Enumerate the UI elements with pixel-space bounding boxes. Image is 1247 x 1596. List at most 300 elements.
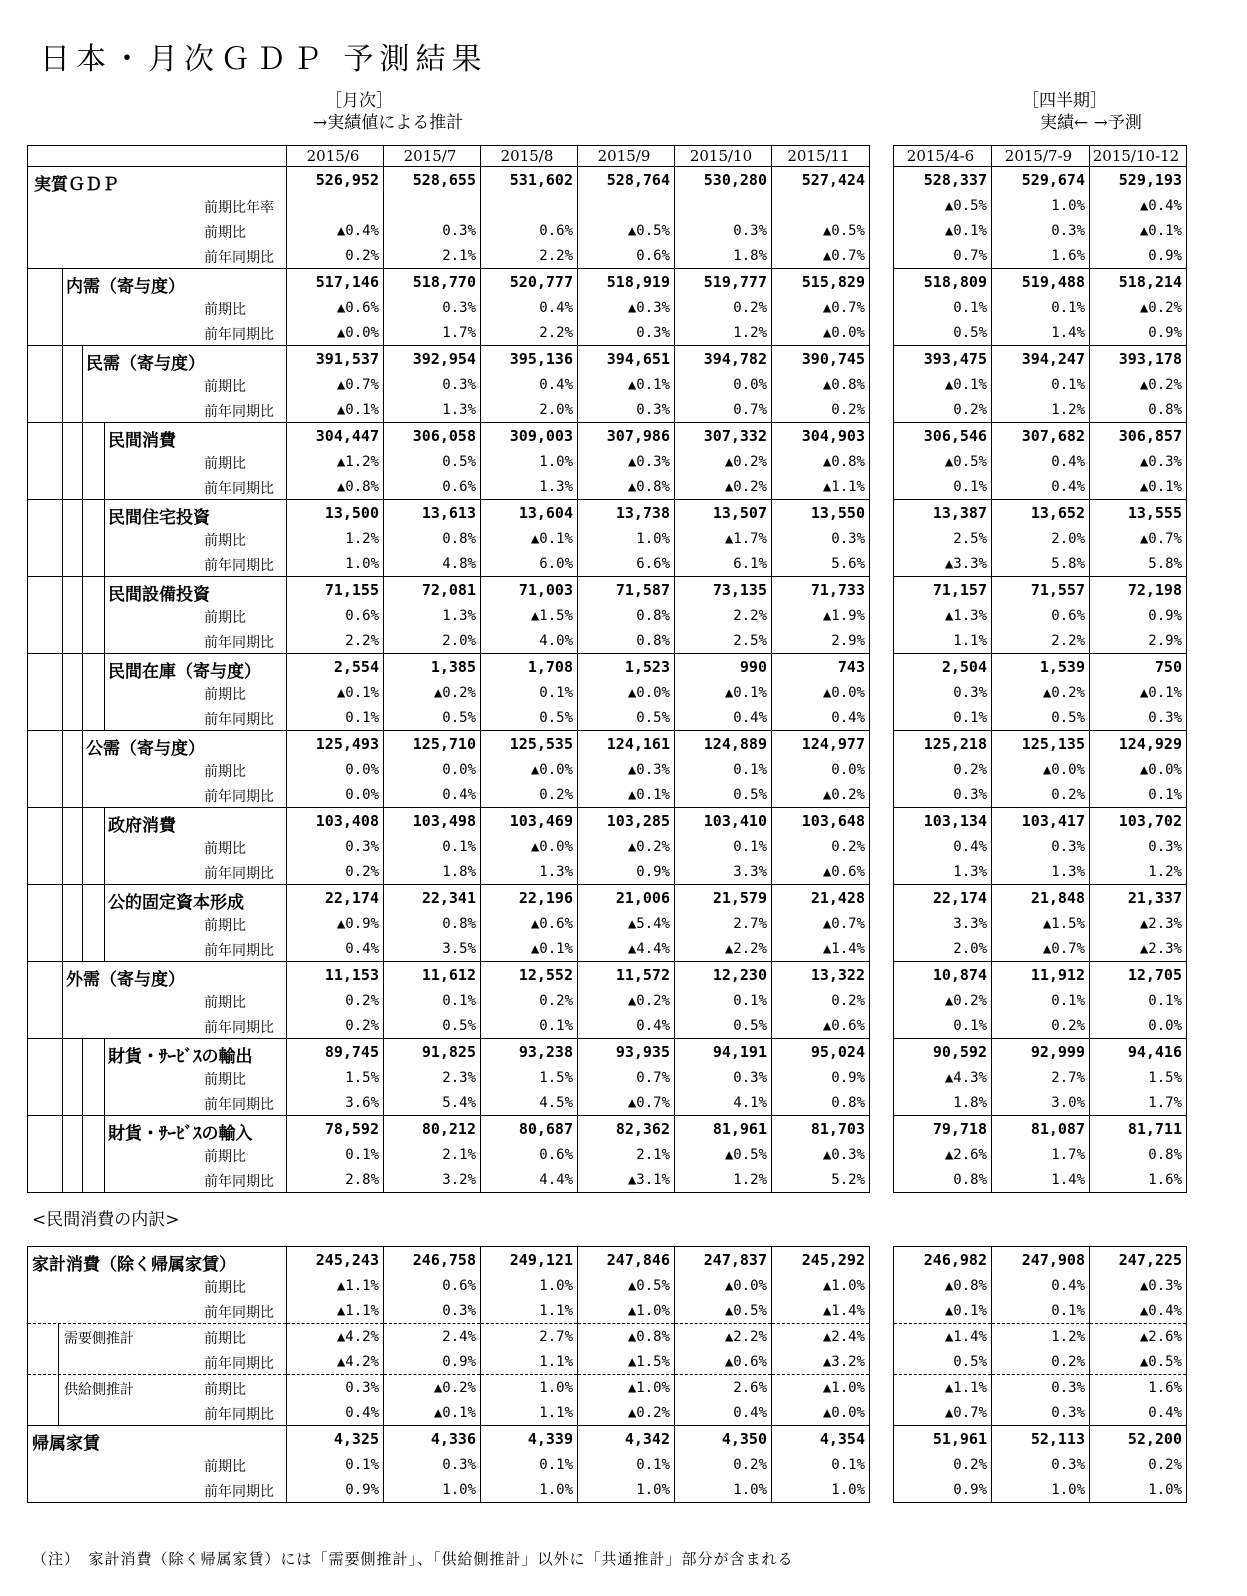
monthly-value: 391,537 (287, 346, 384, 373)
monthly-value: 82,362 (578, 1116, 675, 1143)
quarterly-value: 124,929 (1090, 731, 1187, 758)
monthly-value: 0.2% (481, 988, 578, 1013)
quarterly-value: ▲0.3% (1090, 449, 1187, 474)
table-row-sub (28, 1090, 1187, 1116)
monthly-note: →実績値による推計 (313, 113, 464, 133)
indent-guide (82, 911, 83, 936)
monthly-value: 1.0% (578, 1477, 675, 1503)
quarterly-value: 393,178 (1090, 346, 1187, 373)
quarterly-value: 529,193 (1090, 167, 1187, 194)
row-sub-label: 前期比年率 (204, 200, 274, 216)
table-row-sub (28, 1167, 1187, 1193)
monthly-value: 307,332 (675, 423, 772, 450)
column-gap (870, 218, 894, 243)
indent-guide (62, 757, 63, 782)
monthly-value: 0.3% (772, 526, 870, 551)
row-label-cell (28, 243, 287, 269)
table-row-sub (28, 603, 1187, 628)
row-sub-label: 前年同期比 (204, 481, 274, 497)
column-gap (870, 500, 894, 527)
row-sub-label: 前年同期比 (204, 1484, 274, 1500)
row-label: 民間在庫（寄与度） (108, 662, 261, 680)
monthly-value: 1.1% (481, 1349, 578, 1375)
indent-guide (82, 859, 83, 884)
quarterly-value: 0.0% (1090, 1013, 1187, 1039)
monthly-value: 103,285 (578, 808, 675, 835)
indent-guide (62, 372, 63, 397)
quarterly-value: 90,592 (894, 1039, 992, 1066)
monthly-value: 0.4% (675, 705, 772, 731)
indent-guide (104, 885, 105, 911)
quarterly-value: 2.0% (992, 526, 1090, 551)
quarterly-value: ▲1.1% (894, 1375, 992, 1401)
monthly-value: 0.0% (287, 757, 384, 782)
quarterly-value: ▲0.0% (992, 757, 1090, 782)
monthly-value: 0.2% (772, 988, 870, 1013)
quarterly-value: 0.1% (992, 988, 1090, 1013)
quarterly-value: 246,982 (894, 1247, 992, 1274)
monthly-value: 1.0% (481, 1477, 578, 1503)
monthly-value: 0.4% (287, 1400, 384, 1426)
row-label-cell (28, 269, 287, 296)
indent-guide (82, 551, 83, 576)
monthly-value: ▲0.6% (772, 1013, 870, 1039)
indent-guide (104, 474, 105, 499)
monthly-value: 519,777 (675, 269, 772, 296)
row-label-cell (28, 526, 287, 551)
monthly-value: 0.1% (675, 988, 772, 1013)
monthly-value: 520,777 (481, 269, 578, 296)
monthly-value: 394,651 (578, 346, 675, 373)
indent-guide (104, 628, 105, 653)
monthly-value: 12,552 (481, 962, 578, 989)
indent-guide (82, 1090, 83, 1115)
monthly-value: 1,708 (481, 654, 578, 681)
monthly-value: ▲0.6% (287, 295, 384, 320)
quarterly-value: 0.1% (992, 295, 1090, 320)
quarterly-value: 529,674 (992, 167, 1090, 194)
monthly-value: 89,745 (287, 1039, 384, 1066)
monthly-value: 125,493 (287, 731, 384, 758)
quarterly-value: 1.4% (992, 320, 1090, 346)
quarterly-value: 0.2% (992, 782, 1090, 808)
indent-guide (62, 936, 63, 961)
indent-guide (82, 885, 83, 911)
monthly-value: 13,738 (578, 500, 675, 527)
indent-guide (62, 269, 63, 295)
quarterly-value: 307,682 (992, 423, 1090, 450)
monthly-value: 1.5% (481, 1065, 578, 1090)
row-label-cell (28, 603, 287, 628)
table-row-sub (28, 859, 1187, 885)
quarterly-value: 0.2% (894, 757, 992, 782)
row-label-cell (28, 167, 287, 194)
monthly-value: 304,447 (287, 423, 384, 450)
monthly-value: 72,081 (384, 577, 481, 604)
indent-guide (82, 474, 83, 499)
monthly-value: ▲0.6% (481, 911, 578, 936)
monthly-value: 13,613 (384, 500, 481, 527)
row-sub-label: 前年同期比 (204, 943, 274, 959)
quarterly-value: 0.5% (894, 320, 992, 346)
monthly-value: 0.5% (481, 705, 578, 731)
monthly-value: 2.2% (675, 603, 772, 628)
row-sub-label: 前年同期比 (204, 558, 274, 574)
monthly-value: 2.5% (675, 628, 772, 654)
row-sub-label: 前年同期比 (204, 789, 274, 805)
monthly-value: 1.2% (287, 526, 384, 551)
quarterly-value: 0.9% (1090, 320, 1187, 346)
column-gap (870, 911, 894, 936)
column-header: 2015/9 (578, 146, 675, 167)
indent-guide (62, 911, 63, 936)
monthly-value: 71,155 (287, 577, 384, 604)
quarterly-value: 0.1% (992, 372, 1090, 397)
quarterly-value: ▲0.7% (992, 936, 1090, 962)
monthly-value: 0.9% (287, 1477, 384, 1503)
row-label: 家計消費（除く帰属家賃） (32, 1255, 236, 1273)
quarterly-value: 1.3% (992, 859, 1090, 885)
monthly-value: ▲0.5% (578, 218, 675, 243)
indent-guide (104, 808, 105, 834)
monthly-value: 0.1% (384, 834, 481, 859)
monthly-value: ▲1.2% (287, 449, 384, 474)
quarterly-value: 13,652 (992, 500, 1090, 527)
monthly-value: 0.5% (578, 705, 675, 731)
monthly-value: 1.0% (772, 1477, 870, 1503)
quarterly-value: ▲1.4% (894, 1324, 992, 1350)
table-row-sub (28, 911, 1187, 936)
monthly-value: 1.0% (675, 1477, 772, 1503)
column-gap (870, 1039, 894, 1066)
row-label: 外需（寄与度） (66, 970, 185, 988)
monthly-value: 307,986 (578, 423, 675, 450)
quarterly-value: 52,200 (1090, 1426, 1187, 1453)
monthly-value: 6.0% (481, 551, 578, 577)
monthly-value: 103,648 (772, 808, 870, 835)
monthly-value: 103,408 (287, 808, 384, 835)
row-label-cell (28, 859, 287, 885)
table-row-sub (28, 628, 1187, 654)
monthly-value: ▲1.0% (578, 1298, 675, 1324)
monthly-value: 0.4% (675, 1400, 772, 1426)
indent-guide (82, 449, 83, 474)
monthly-value: 518,770 (384, 269, 481, 296)
row-sub-label: 前年同期比 (204, 635, 274, 651)
table-row-sub (28, 449, 1187, 474)
quarterly-value: 0.4% (992, 449, 1090, 474)
quarterly-value: 0.3% (992, 1400, 1090, 1426)
indent-guide (104, 1116, 105, 1142)
monthly-value: ▲0.0% (481, 834, 578, 859)
monthly-value: 22,174 (287, 885, 384, 912)
monthly-value: 5.6% (772, 551, 870, 577)
monthly-value: 395,136 (481, 346, 578, 373)
monthly-value: 0.2% (772, 834, 870, 859)
monthly-value: 527,424 (772, 167, 870, 194)
column-gap (870, 1452, 894, 1477)
indent-guide (82, 397, 83, 422)
indent-guide (82, 526, 83, 551)
indent-guide (82, 372, 83, 397)
quarterly-value: 92,999 (992, 1039, 1090, 1066)
monthly-value: 4.4% (481, 1167, 578, 1193)
monthly-value: ▲0.0% (772, 320, 870, 346)
row-label-cell (28, 1400, 287, 1426)
monthly-value: 0.4% (578, 1013, 675, 1039)
monthly-value: 2.7% (675, 911, 772, 936)
table-row-sub (28, 551, 1187, 577)
estimate-group-label: 需要側推計 (64, 1331, 134, 1347)
row-sub-label: 前期比 (204, 995, 246, 1011)
quarterly-value: 0.3% (1090, 834, 1187, 859)
table-row-sub (28, 834, 1187, 859)
quarterly-value: ▲0.5% (894, 193, 992, 218)
monthly-value: 3.3% (675, 859, 772, 885)
table-row-sub (28, 1375, 1187, 1401)
column-gap (870, 346, 894, 373)
monthly-value (384, 193, 481, 218)
page-title: 日本・月次ＧＤＰ 予測結果 (40, 42, 488, 77)
table-row-sub (28, 243, 1187, 269)
quarterly-value: 0.2% (992, 1013, 1090, 1039)
quarterly-value: 394,247 (992, 346, 1090, 373)
monthly-value: 2.1% (384, 1142, 481, 1167)
column-gap (870, 1426, 894, 1453)
quarterly-value: 528,337 (894, 167, 992, 194)
quarterly-value: ▲1.3% (894, 603, 992, 628)
monthly-value: 71,587 (578, 577, 675, 604)
monthly-value: 94,191 (675, 1039, 772, 1066)
monthly-value: 4.5% (481, 1090, 578, 1116)
monthly-value: ▲0.3% (578, 295, 675, 320)
indent-guide (104, 1090, 105, 1115)
monthly-value: ▲0.9% (287, 911, 384, 936)
quarterly-value: 13,387 (894, 500, 992, 527)
monthly-value: 304,903 (772, 423, 870, 450)
quarterly-value: 5.8% (992, 551, 1090, 577)
column-gap (870, 269, 894, 296)
monthly-value: 2.6% (675, 1375, 772, 1401)
monthly-value: 0.8% (384, 526, 481, 551)
row-label: 民間住宅投資 (108, 508, 210, 526)
monthly-value: ▲0.7% (287, 372, 384, 397)
quarterly-value: 393,475 (894, 346, 992, 373)
monthly-value: ▲0.0% (772, 1400, 870, 1426)
monthly-value: 0.6% (481, 218, 578, 243)
quarterly-value: 0.8% (894, 1167, 992, 1193)
quarterly-value: 1.8% (894, 1090, 992, 1116)
indent-guide (82, 346, 83, 372)
monthly-value: 306,058 (384, 423, 481, 450)
table-row-main (28, 167, 1187, 194)
row-label-cell (28, 1116, 287, 1143)
row-label-cell (28, 988, 287, 1013)
row-label-cell (28, 936, 287, 962)
monthly-value: ▲1.0% (772, 1375, 870, 1401)
quarterly-value: ▲0.2% (894, 988, 992, 1013)
quarterly-value: ▲2.3% (1090, 936, 1187, 962)
indent-guide (62, 526, 63, 551)
monthly-value: 0.6% (287, 603, 384, 628)
column-gap (870, 243, 894, 269)
column-gap (870, 577, 894, 604)
row-sub-label: 前期比 (204, 687, 246, 703)
row-label-cell (28, 1298, 287, 1324)
column-gap (870, 782, 894, 808)
monthly-value: 0.1% (384, 988, 481, 1013)
monthly-value: ▲0.7% (772, 243, 870, 269)
indent-guide (104, 551, 105, 576)
indent-guide (104, 577, 105, 603)
monthly-value: 21,006 (578, 885, 675, 912)
indent-guide (62, 1116, 63, 1142)
row-sub-label: 前年同期比 (204, 404, 274, 420)
quarterly-value: 1.2% (992, 397, 1090, 423)
indent-guide (104, 936, 105, 961)
monthly-value: ▲0.0% (675, 1273, 772, 1298)
monthly-value: 0.3% (578, 397, 675, 423)
table-row-sub (28, 988, 1187, 1013)
row-sub-label: 前年同期比 (204, 1097, 274, 1113)
column-header: 2015/7-9 (992, 146, 1090, 167)
monthly-value (772, 193, 870, 218)
monthly-value: ▲3.1% (578, 1167, 675, 1193)
quarterly-value: 2.7% (992, 1065, 1090, 1090)
column-gap (870, 603, 894, 628)
monthly-value: 0.3% (675, 1065, 772, 1090)
monthly-value: 0.7% (675, 397, 772, 423)
row-label-cell (28, 474, 287, 500)
row-label-cell (28, 757, 287, 782)
monthly-value: 2.0% (384, 628, 481, 654)
quarterly-value: 10,874 (894, 962, 992, 989)
breakdown-title: <民間消費の内訳> (32, 1210, 180, 1230)
monthly-value: ▲4.2% (287, 1349, 384, 1375)
quarterly-value: 1.4% (992, 1167, 1090, 1193)
monthly-value: ▲1.4% (772, 936, 870, 962)
quarterly-value: ▲0.1% (894, 218, 992, 243)
footnote: （注） 家計消費（除く帰属家賃）には「需要側推計」、「供給側推計」以外に「共通推計」部分が含まれる (32, 1550, 794, 1568)
table-row-sub (28, 397, 1187, 423)
indent-guide (58, 1349, 59, 1374)
quarterly-value: 79,718 (894, 1116, 992, 1143)
row-label-cell (28, 885, 287, 912)
monthly-value: ▲0.1% (481, 936, 578, 962)
monthly-value: 0.3% (578, 320, 675, 346)
monthly-value: ▲0.2% (675, 474, 772, 500)
monthly-value: 530,280 (675, 167, 772, 194)
row-label-cell (28, 808, 287, 835)
monthly-value: 0.0% (384, 757, 481, 782)
quarterly-value: 306,546 (894, 423, 992, 450)
monthly-value: 1.3% (384, 397, 481, 423)
table-row-sub (28, 1324, 1187, 1350)
quarterly-value: 1.7% (1090, 1090, 1187, 1116)
column-gap (870, 936, 894, 962)
table-row-main (28, 577, 1187, 604)
quarterly-value: 1.2% (1090, 859, 1187, 885)
monthly-value: 0.2% (287, 243, 384, 269)
row-label-cell (28, 628, 287, 654)
quarterly-value: 81,711 (1090, 1116, 1187, 1143)
quarterly-value: 1.0% (1090, 1477, 1187, 1503)
monthly-value: 0.8% (772, 1090, 870, 1116)
monthly-value: 743 (772, 654, 870, 681)
monthly-value: 0.3% (287, 1375, 384, 1401)
monthly-value: ▲0.3% (578, 757, 675, 782)
quarterly-value: 11,912 (992, 962, 1090, 989)
column-gap (870, 1298, 894, 1324)
indent-guide (104, 1142, 105, 1167)
monthly-value: 0.3% (384, 372, 481, 397)
monthly-value: 4,325 (287, 1426, 384, 1453)
monthly-value: ▲1.5% (578, 1349, 675, 1375)
monthly-value: ▲0.1% (287, 397, 384, 423)
indent-guide (104, 603, 105, 628)
row-label-cell (28, 193, 287, 218)
indent-guide (82, 1116, 83, 1142)
indent-guide (104, 680, 105, 705)
quarterly-value: 3.3% (894, 911, 992, 936)
row-sub-label: 前期比 (204, 379, 246, 395)
indent-guide (62, 577, 63, 603)
table-row-main (28, 731, 1187, 758)
monthly-value: ▲0.2% (578, 1400, 675, 1426)
indent-guide (82, 936, 83, 961)
quarterly-value: 0.8% (1090, 1142, 1187, 1167)
column-gap (870, 859, 894, 885)
monthly-value: ▲1.1% (772, 474, 870, 500)
column-gap (870, 193, 894, 218)
quarterly-value: 0.1% (894, 474, 992, 500)
monthly-value: 0.5% (384, 705, 481, 731)
table-row-sub (28, 1013, 1187, 1039)
table-row-main (28, 1426, 1187, 1453)
row-label: 公需（寄与度） (86, 739, 205, 757)
monthly-value: 3.6% (287, 1090, 384, 1116)
indent-guide (62, 859, 63, 884)
monthly-value: ▲0.6% (772, 859, 870, 885)
row-label-cell (28, 911, 287, 936)
column-gap (870, 1349, 894, 1375)
indent-guide (62, 654, 63, 680)
quarterly-value: 71,557 (992, 577, 1090, 604)
quarterly-value: 0.3% (992, 834, 1090, 859)
row-label-cell (28, 1090, 287, 1116)
indent-guide (82, 782, 83, 807)
monthly-value: ▲0.5% (772, 218, 870, 243)
estimate-group-label: 供給側推計 (64, 1382, 134, 1398)
monthly-value: 0.1% (675, 834, 772, 859)
row-sub-label: 前年同期比 (204, 1407, 274, 1423)
indent-guide (104, 423, 105, 449)
row-sub-label: 前期比 (204, 1149, 246, 1165)
column-header: 2015/11 (772, 146, 870, 167)
monthly-value: 0.4% (481, 295, 578, 320)
row-label: 財貨・ｻｰﾋﾞｽの輸出 (108, 1047, 253, 1065)
quarterly-value: 1.7% (992, 1142, 1090, 1167)
indent-guide (82, 577, 83, 603)
monthly-value: ▲0.0% (287, 320, 384, 346)
quarterly-value: 0.3% (992, 1452, 1090, 1477)
quarterly-value: 519,488 (992, 269, 1090, 296)
monthly-value: ▲0.8% (772, 449, 870, 474)
monthly-value: 0.8% (578, 603, 675, 628)
row-label: 帰属家賃 (32, 1434, 100, 1452)
quarterly-value: ▲0.1% (1090, 680, 1187, 705)
quarterly-value: 1,539 (992, 654, 1090, 681)
